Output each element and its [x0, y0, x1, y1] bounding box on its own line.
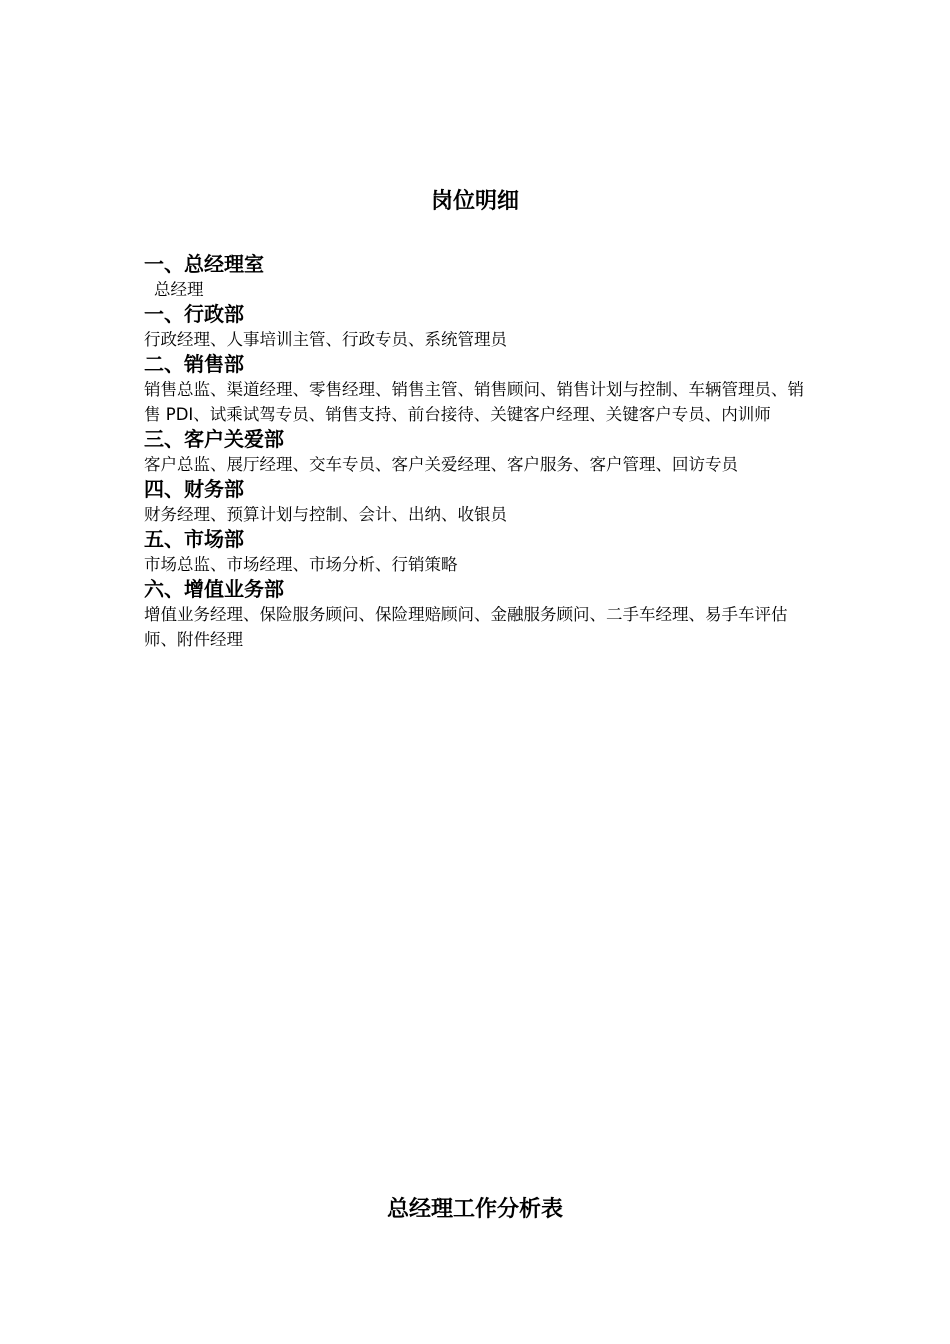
section-heading: 五、市场部 — [144, 527, 244, 551]
next-page-title: 总经理工作分析表 — [386, 1197, 563, 1222]
page-title: 岗位明细 — [430, 189, 519, 214]
section-heading: 三、客户关爱部 — [144, 427, 284, 451]
section-customer-care — [144, 427, 808, 477]
section-body: 总经理 — [154, 280, 204, 299]
section-heading: 一、总经理室 — [144, 252, 264, 276]
section-general-manager-office — [144, 252, 808, 302]
section-body: 客户总监、展厅经理、交车专员、客户关爱经理、客户服务、客户管理、回访专员 — [144, 455, 738, 474]
section-body: 行政经理、人事培训主管、行政专员、系统管理员 — [144, 330, 507, 349]
section-heading: 六、增值业务部 — [144, 577, 284, 601]
section-value-added-business — [144, 577, 808, 652]
section-body: 财务经理、预算计划与控制、会计、出纳、收银员 — [144, 505, 507, 524]
section-sales — [144, 352, 808, 427]
section-body: 市场总监、市场经理、市场分析、行销策略 — [144, 555, 458, 574]
section-heading: 四、财务部 — [144, 477, 244, 501]
section-body: 增值业务经理、保险服务顾问、保险理赔顾问、金融服务顾问、二手车经理、易手车评估师、附件经理 — [144, 605, 788, 649]
position-list — [144, 252, 808, 652]
section-body: 销售总监、渠道经理、零售经理、销售主管、销售顾问、销售计划与控制、车辆管理员、销售 PDI、试乘试驾专员、销售支持、前台接待、关键客户经理、关键客户专员、内训师 — [144, 380, 804, 424]
section-heading: 一、行政部 — [144, 302, 244, 326]
section-administration — [144, 302, 808, 352]
section-marketing — [144, 527, 808, 577]
section-finance — [144, 477, 808, 527]
section-heading: 二、销售部 — [144, 352, 244, 376]
